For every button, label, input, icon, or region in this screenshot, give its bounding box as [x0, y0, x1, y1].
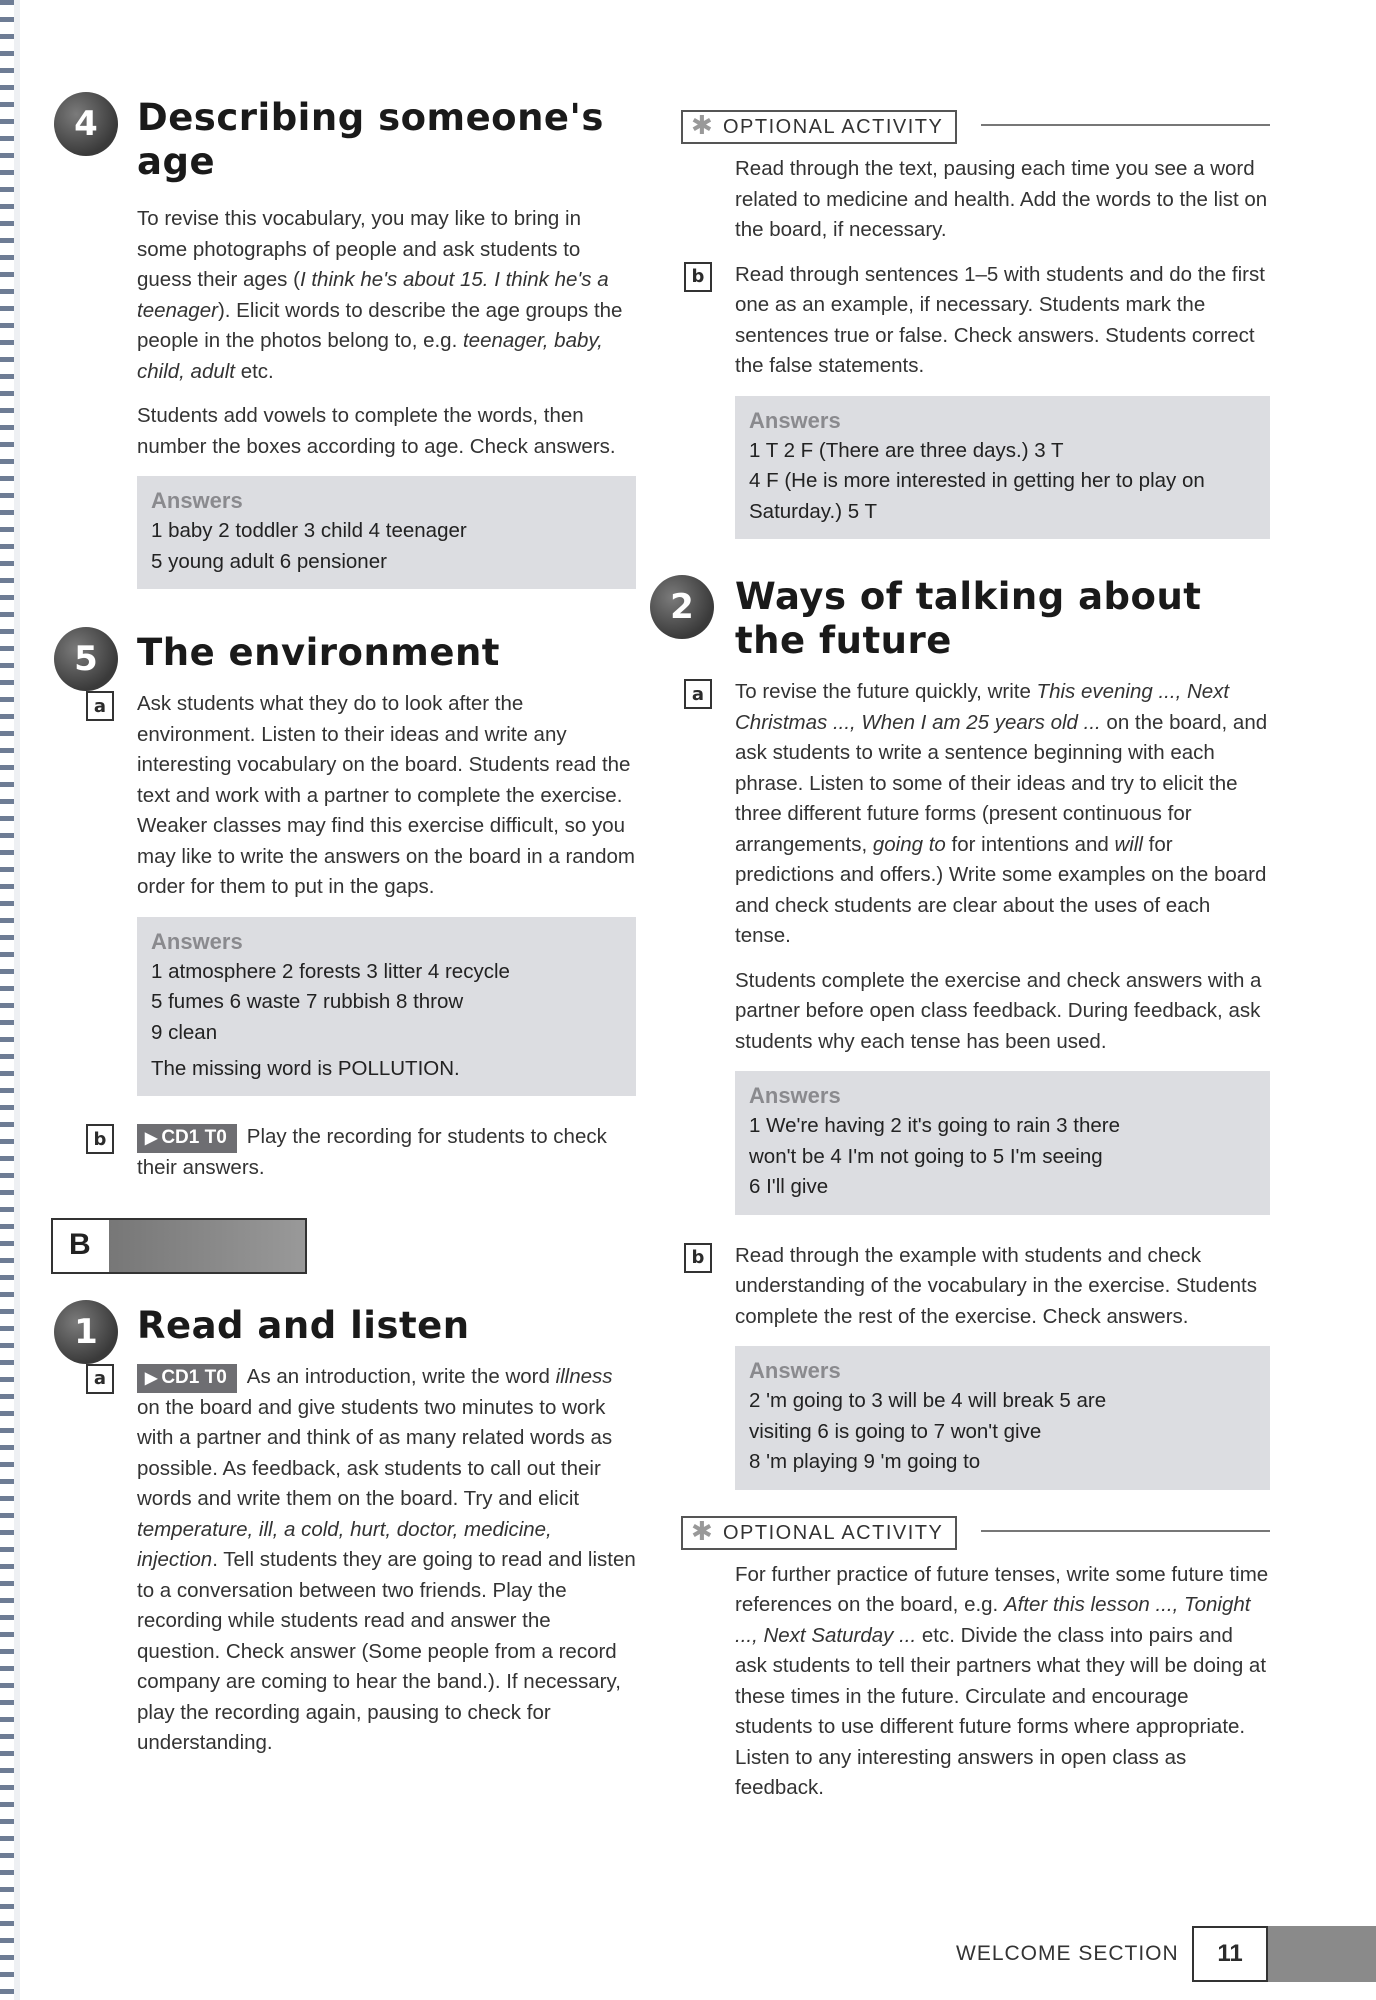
cd-track-badge: ▶ CD1 T0 — [137, 1364, 237, 1393]
answer-line: 1 atmosphere 2 forests 3 litter 4 recycle — [151, 959, 510, 983]
section-number-badge: 5 — [54, 627, 118, 691]
cd-track-badge: ▶ CD1 T0 — [137, 1124, 237, 1153]
answer-line: 8 'm playing 9 'm going to — [749, 1450, 981, 1473]
exercise-a — [684, 677, 1270, 1215]
page-footer — [956, 1926, 1376, 1982]
answers-box — [735, 1071, 1270, 1215]
answer-line: 2 'm going to 3 will be 4 will break 5 are — [749, 1389, 1107, 1412]
instruction-paragraph: Ask students what they do to look after the environment. Listen to their ideas and write any interesting vocabulary on the board. Students read the text and work with a partner to complete the exercise. Weaker classes may find this exercise difficult, so you may like to write the answers on the board in a random order for them to put in the gaps. — [137, 692, 635, 898]
answer-line: 6 I'll give — [749, 1175, 829, 1198]
exercise-a — [93, 1362, 636, 1759]
answer-line: visiting 6 is going to 7 won't give — [749, 1419, 1042, 1443]
section-title: Ways of talking about the future — [735, 575, 1202, 662]
asterisk-icon: ✱ — [691, 1515, 715, 1546]
answer-note: The missing word is POLLUTION. — [151, 1057, 460, 1080]
exercise-letter: b — [684, 262, 712, 292]
divider — [981, 1530, 1270, 1532]
answers-box — [137, 917, 636, 1097]
answer-line: 9 clean — [151, 1020, 218, 1044]
exercise-letter: a — [86, 691, 114, 721]
section-title: Read and listen — [137, 1303, 470, 1347]
asterisk-icon: ✱ — [691, 110, 715, 140]
exercise-a — [93, 689, 636, 903]
instruction-paragraph: Students add vowels to complete the words, then number the boxes according to age. Check answers. — [137, 404, 616, 458]
page-number: 11 — [1192, 1926, 1268, 1982]
play-icon: ▶ — [145, 1369, 158, 1387]
instruction-paragraph: ▶ CD1 T0 Play the recording for students to check their answers. — [137, 1125, 607, 1179]
section-number-badge: 1 — [54, 1300, 118, 1364]
exercise-b — [93, 1122, 636, 1184]
answer-line: 1 T 2 F (There are three days.) 3 T — [749, 438, 1064, 462]
section-environment — [54, 631, 636, 1184]
instruction-paragraph: Read through the example with students and check understanding of the vocabulary in the exercise. Students complete the rest of the exercise. Check answers. — [735, 1243, 1257, 1328]
section-b-label: B — [69, 1227, 91, 1261]
answers-title: Answers — [749, 407, 841, 433]
exercise-letter: b — [86, 1124, 114, 1154]
answer-line: 1 We're having 2 it's going to rain 3 there — [749, 1114, 1120, 1137]
section-title: The environment — [137, 631, 500, 674]
answer-line: 4 F (He is more interested in getting her to play on Saturday.) 5 T — [749, 469, 1205, 523]
answers-title: Answers — [151, 488, 243, 513]
answers-box — [137, 476, 636, 589]
instruction-paragraph: Read through sentences 1–5 with students and do the first one as an example, if necessary. Students mark the sentences true or false. Check answers. Students correct the false statements. — [735, 262, 1265, 377]
instruction-paragraph: ▶ CD1 T0 As an introduction, write the word illness on the board and give students two minutes to work with a partner and think of as many related words as possible. As feedback, ask students to call out their words and write them on the board. Try and elicit temperature, ill, a cold, hurt, doctor, medicine, injection. Tell students they are going to read and listen to a conversation between two friends. Play the recording while students read and answer the question. Check answer (Some people from a record company are coming to hear the band.). If necessary, play the recording again, pausing to check for understanding. — [137, 1364, 636, 1754]
optional-activity-label: ✱ OPTIONAL ACTIVITY — [681, 110, 957, 144]
answer-line: 5 fumes 6 waste 7 rubbish 8 throw — [151, 990, 464, 1013]
section-future — [652, 575, 1270, 663]
answers-title: Answers — [749, 1083, 841, 1108]
answers-title: Answers — [151, 928, 243, 954]
answers-title: Answers — [749, 1358, 841, 1383]
answer-line: 1 baby 2 toddler 3 child 4 teenager — [151, 519, 467, 542]
spiral-shadow — [14, 0, 20, 2000]
spiral-binding — [0, 0, 14, 2000]
instruction-paragraph: Read through the text, pausing each time you see a word related to medicine and health. Add the words to the list on the board, if necessary. — [735, 157, 1268, 241]
exercise-b — [684, 1241, 1270, 1490]
optional-activity-header — [681, 110, 1270, 144]
answer-line: won't be 4 I'm not going to 5 I'm seeing — [749, 1144, 1103, 1168]
instruction-paragraph: To revise this vocabulary, you may like to bring in some photographs of people and ask students to guess their ages (I think he's about 15. I think he's a teenager). Elicit words to describe the age groups the people in the photos belong to, e.g. teenager, baby, child, adult etc. — [137, 207, 623, 383]
optional-activity-body — [684, 154, 1270, 246]
optional-activity-header — [681, 1516, 1270, 1550]
answers-box — [735, 396, 1270, 540]
exercise-letter: a — [684, 679, 712, 709]
left-column — [54, 96, 636, 1773]
answer-line: 5 young adult 6 pensioner — [151, 549, 387, 573]
footer-section-label: WELCOME SECTION — [956, 1942, 1179, 1965]
section-number-badge: 4 — [54, 92, 118, 156]
instruction-paragraph: To revise the future quickly, write This evening ..., Next Christmas ..., When I am 25 years old ... on the board, and ask students to write a sentence beginning with each phrase. Listen to some of their ideas and try to elicit the three different future forms (present continuous for arrangements, going to for intentions and will for predictions and offers.) Write some examples on the board and check students are clear about the uses of each tense. — [735, 680, 1268, 947]
play-icon: ▶ — [145, 1130, 158, 1147]
instruction-paragraph: For further practice of future tenses, write some future time references on the board, e.g. After this lesson ..., Tonight ..., Next Saturday ... etc. Divide the class into pairs and ask students to tell their partners what they will be doing at these times in the future. Circulate and encourage students to use different future forms where appropriate. Listen to any interesting answers in open class as feedback. — [735, 1562, 1269, 1799]
instruction-paragraph: Students complete the exercise and check answers with a partner before open class feedback. During feedback, ask students why each tense has been used. — [735, 968, 1262, 1053]
optional-activity-body — [684, 1560, 1270, 1804]
section-describing-age — [54, 96, 636, 589]
section-title: Describing someone's age — [137, 96, 604, 183]
exercise-letter: b — [684, 1243, 712, 1273]
section-read-listen — [54, 1304, 636, 1759]
right-column — [670, 110, 1270, 1818]
divider — [981, 124, 1270, 126]
section-b-banner — [51, 1218, 307, 1274]
footer-bar — [1268, 1926, 1376, 1982]
optional-activity-label: ✱ OPTIONAL ACTIVITY — [681, 1516, 957, 1550]
answers-box — [735, 1346, 1270, 1490]
exercise-b — [684, 260, 1270, 540]
section-number-badge: 2 — [650, 575, 714, 639]
exercise-letter: a — [86, 1364, 114, 1394]
